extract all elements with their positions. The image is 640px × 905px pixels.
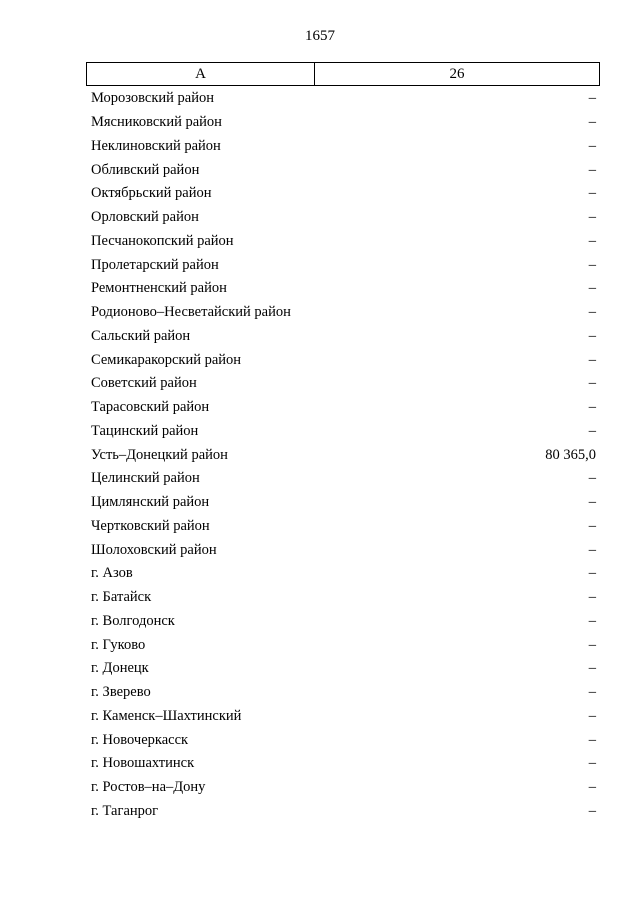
row-territory-name: Сальский район	[91, 327, 191, 344]
row-value: –	[588, 470, 596, 487]
table-header	[86, 62, 600, 86]
row-territory-name: г. Новочеркасск	[91, 731, 189, 748]
row-territory-name: Мясниковский район	[91, 114, 222, 131]
table-row	[86, 182, 600, 206]
row-territory-name: г. Азов	[91, 565, 133, 582]
row-value: –	[588, 161, 596, 178]
row-value: –	[588, 90, 596, 107]
table-row	[86, 348, 600, 372]
table-row	[86, 586, 600, 610]
table-row	[86, 396, 600, 420]
table-row	[86, 515, 600, 539]
table-row	[86, 87, 600, 111]
table-row	[86, 633, 600, 657]
row-territory-name: Целинский район	[91, 470, 200, 487]
row-value: –	[588, 684, 596, 701]
table-row	[86, 752, 600, 776]
table-row	[86, 372, 600, 396]
row-value: –	[588, 779, 596, 796]
row-value: –	[588, 185, 596, 202]
row-value: –	[588, 256, 596, 273]
row-value: –	[588, 304, 596, 321]
table-row	[86, 277, 600, 301]
row-territory-name: г. Волгодонск	[91, 612, 175, 629]
table-row	[86, 325, 600, 349]
row-territory-name: Октябрьский район	[91, 185, 212, 202]
table-row	[86, 776, 600, 800]
row-value: –	[588, 755, 596, 772]
row-value: –	[588, 612, 596, 629]
table-row	[86, 728, 600, 752]
row-value: –	[588, 636, 596, 653]
table-row	[86, 705, 600, 729]
column-header-26: 26	[449, 65, 465, 82]
row-territory-name: Пролетарский район	[91, 256, 219, 273]
row-value: –	[588, 375, 596, 392]
row-value: –	[588, 517, 596, 534]
table-row	[86, 111, 600, 135]
row-value: –	[588, 541, 596, 558]
row-value: –	[588, 589, 596, 606]
row-value: –	[588, 707, 596, 724]
row-value: –	[588, 114, 596, 131]
table-row	[86, 562, 600, 586]
table-row	[86, 681, 600, 705]
row-value: –	[588, 327, 596, 344]
table-row	[86, 253, 600, 277]
table-row	[86, 467, 600, 491]
row-territory-name: Орловский район	[91, 209, 199, 226]
page-number: 1657	[305, 28, 335, 44]
row-territory-name: г. Каменск–Шахтинский	[91, 707, 242, 724]
row-value: –	[588, 660, 596, 677]
row-value: –	[588, 494, 596, 511]
row-territory-name: г. Гуково	[91, 636, 146, 653]
row-value: –	[588, 137, 596, 154]
row-value: –	[588, 731, 596, 748]
table-row	[86, 230, 600, 254]
table-row	[86, 420, 600, 444]
row-territory-name: г. Батайск	[91, 589, 152, 606]
row-territory-name: Тацинский район	[91, 422, 199, 439]
row-value: –	[588, 232, 596, 249]
table-row	[86, 443, 600, 467]
row-territory-name: Морозовский район	[91, 90, 215, 107]
row-territory-name: Обливский район	[91, 161, 200, 178]
row-value: –	[588, 422, 596, 439]
row-territory-name: Чертковский район	[91, 517, 210, 534]
table-row	[86, 800, 600, 824]
row-value: –	[588, 209, 596, 226]
row-value: 80 365,0	[545, 446, 596, 463]
row-value: –	[588, 280, 596, 297]
table-row	[86, 538, 600, 562]
row-territory-name: Песчанокопский район	[91, 232, 234, 249]
row-value: –	[588, 565, 596, 582]
table-row	[86, 135, 600, 159]
row-territory-name: Родионово–Несветайский район	[91, 304, 291, 321]
row-territory-name: Тарасовский район	[91, 399, 210, 416]
row-territory-name: г. Донецк	[91, 660, 149, 677]
row-territory-name: г. Новошахтинск	[91, 755, 195, 772]
table-row	[86, 491, 600, 515]
table-row	[86, 657, 600, 681]
row-value: –	[588, 351, 596, 368]
table-row	[86, 610, 600, 634]
row-territory-name: Советский район	[91, 375, 197, 392]
table-row	[86, 206, 600, 230]
row-territory-name: Цимлянский район	[91, 494, 210, 511]
table-row	[86, 158, 600, 182]
row-territory-name: Неклиновский район	[91, 137, 221, 154]
row-territory-name: Усть–Донецкий район	[91, 446, 228, 463]
table-row	[86, 301, 600, 325]
row-territory-name: Ремонтненский район	[91, 280, 227, 297]
row-territory-name: г. Таганрог	[91, 802, 159, 819]
row-value: –	[588, 399, 596, 416]
row-territory-name: г. Зверево	[91, 684, 151, 701]
row-territory-name: г. Ростов–на–Дону	[91, 779, 206, 796]
row-territory-name: Семикаракорский район	[91, 351, 242, 368]
row-value: –	[588, 802, 596, 819]
table-body	[86, 87, 600, 823]
row-territory-name: Шолоховский район	[91, 541, 217, 558]
column-header-a: А	[87, 63, 315, 85]
